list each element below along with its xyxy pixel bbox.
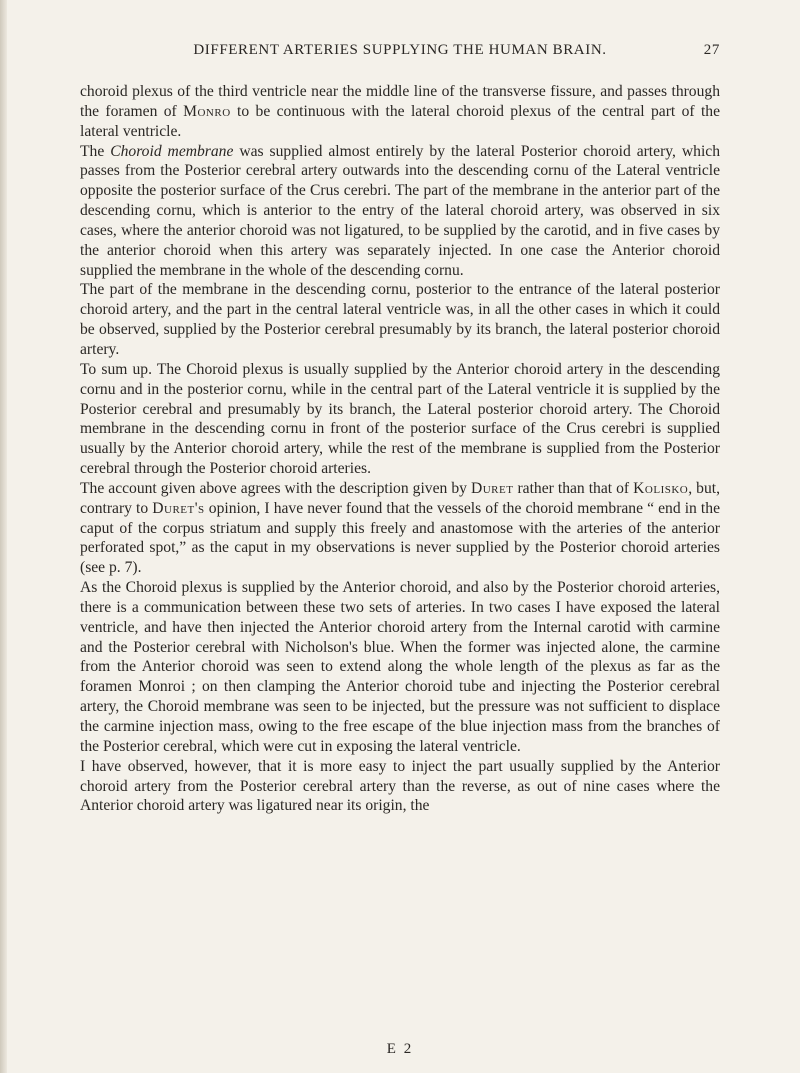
text-run: , but, contrary to: [80, 479, 720, 517]
paragraph: [80, 280, 720, 359]
author-name: Duret's: [152, 499, 205, 517]
italic-term: Choroid membrane: [110, 142, 234, 160]
paragraph: [80, 142, 720, 281]
paragraph: [80, 757, 720, 817]
paragraph: [80, 479, 720, 578]
text-run: to be continuous with the lateral choroid plexus of the central part of the lateral ventricle.: [80, 102, 721, 140]
text-run: I have observed, however, that it is more easy to inject the part usually supplied by the Anterior choroid artery from the Posterior cerebral artery than the reverse, as out of nine cases where the Anterior choroid artery was ligatured near its origin, the: [80, 757, 720, 815]
author-name: Monro: [183, 102, 231, 120]
text-run: The: [80, 142, 111, 160]
paragraph: [80, 82, 720, 142]
paragraph: [80, 578, 720, 757]
page-spine-shadow: [0, 0, 7, 1073]
text-run: was supplied almost entirely by the lateral Posterior choroid artery, which passes from the Posterior cerebral artery outwards into the descending cornu of the Lateral ventricle opposite the posterior surface of the Crus cerebri. The part of the membrane in the anterior part of the descending cornu, which is anterior to the entry of the lateral choroid artery, was observed in six cases, where the anterior choroid was not ligatured, to be supplied by the carotid, and in five cases by the anterior choroid when this artery was separately injected. In one case the Anterior choroid supplied the membrane in the whole of the descending cornu.: [80, 142, 720, 279]
author-name: Kolisko: [633, 479, 689, 497]
text-run: The part of the membrane in the descending cornu, posterior to the entrance of the lateral posterior choroid artery, and the part in the central lateral ventricle was, in all the other cases in which it could be observed, supplied by the Posterior cerebral presumably by its branch, the lateral posterior choroid artery.: [80, 281, 720, 358]
author-name: Duret: [470, 479, 514, 497]
text-run: choroid plexus of the third ventricle near the middle line of the transverse fissure, and passes through the foramen of: [80, 83, 720, 120]
page-number: 27: [703, 42, 720, 58]
running-title: DIFFERENT ARTERIES SUPPLYING THE HUMAN BRAIN.: [193, 42, 607, 58]
text-run: As the Choroid plexus is supplied by the Anterior choroid, and also by the Posterior choroid arteries, there is a communication between these two sets of arteries. In two cases I have exposed the lateral ventricle, and have then injected the Anterior choroid artery from the Internal carotid with carmine and the Posterior cerebral with Nicholson's blue. When the former was injected alone, the carmine from the Anterior choroid was seen to extend along the whole length of the plexus as far as the foramen Monroi ; on then clamping the Anterior choroid tube and injecting the Posterior cerebral artery, the Choroid membrane was seen to be injected, but the pressure was not sufficient to displace the carmine injection mass, owing to the free escape of the blue injection mass from the branches of the Posterior cerebral, which were cut in exposing the lateral ventricle.: [80, 579, 720, 755]
running-header: [80, 42, 720, 64]
text-run: rather than that of: [513, 479, 634, 497]
text-run: opinion, I have never found that the vessels of the choroid membrane “ end in the caput of the corpus striatum and supply this freely and anastomose with the arteries of the anterior perforated spot,” as the caput in my observations is never supplied by the Posterior choroid arteries (see p. 7).: [80, 499, 720, 577]
paragraph: [80, 360, 720, 479]
body-text: [80, 82, 720, 816]
text-run: The account given above agrees with the description given by: [80, 479, 471, 497]
text-run: To sum up. The Choroid plexus is usually supplied by the Anterior choroid artery in the descending cornu and in the posterior cornu, while in the central part of the Lateral ventricle it is supplied by the Posterior cerebral and presumably by its branch, the Lateral posterior choroid artery. The Choroid membrane in the descending cornu in front of the posterior surface of the Crus cerebri is supplied usually by the Anterior choroid artery, while the rest of the membrane is supplied from the Posterior cerebral through the Posterior choroid arteries.: [80, 360, 720, 478]
signature-mark: E 2: [386, 1041, 414, 1057]
